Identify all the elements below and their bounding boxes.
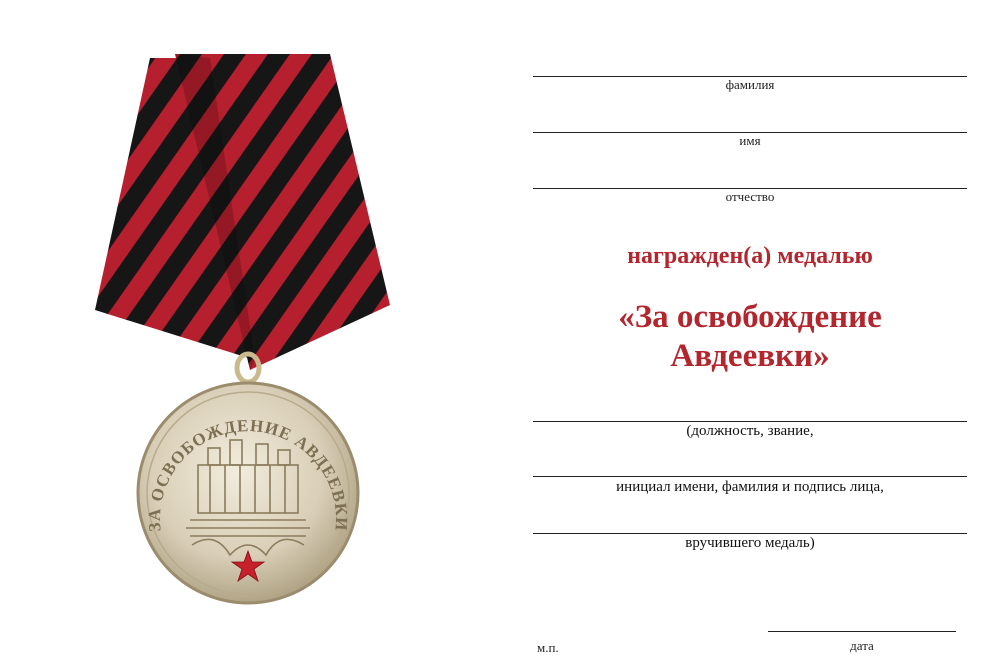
initials-caption: инициал имени, фамилия и подпись лица, [616,479,884,495]
medal-illustration [80,40,420,640]
position-caption: (должность, звание, [686,423,814,439]
stamp-label: м.п. [537,640,559,655]
name-caption: имя [739,133,761,148]
patronymic-caption: отчество [725,189,775,204]
surname-caption: фамилия [725,77,775,92]
medal-title-line2: Авдеевки» [670,338,830,374]
medal-image [80,40,420,640]
initials-line[interactable] [533,476,967,477]
medal-title [533,298,967,376]
position-line[interactable] [533,421,967,422]
presenter-line[interactable] [533,533,967,534]
presented-caption: вручившего медаль) [685,535,815,551]
medal-inscription: ЗА ОСВОБОЖДЕНИЕ АВДЕЕВКИ [144,415,352,533]
date-label: дата [850,638,874,653]
award-form [533,0,967,667]
awarded-text: награжден(а) медалью [627,243,873,269]
date-line[interactable] [768,631,956,632]
medal-title-line1: «За освобождение [618,299,882,335]
